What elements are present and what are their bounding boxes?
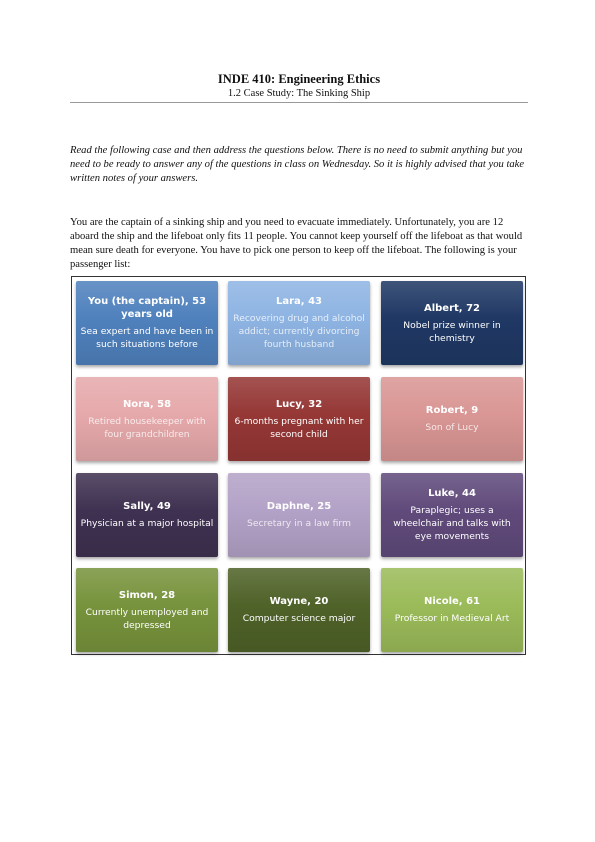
passenger-card-simon	[76, 568, 218, 652]
passenger-description: Sea expert and have been in such situations before	[80, 326, 214, 350]
passenger-card-lara	[228, 281, 370, 365]
passenger-card-luke	[381, 473, 523, 557]
passenger-card-robert	[381, 377, 523, 461]
passenger-card-wayne	[228, 568, 370, 652]
passenger-description: Paraplegic; uses a wheelchair and talks with eye movements	[393, 505, 511, 542]
passenger-name: Lara, 43	[276, 296, 322, 307]
passenger-description: Computer science major	[242, 613, 356, 624]
passenger-name: Wayne, 20	[269, 596, 329, 607]
instructions-paragraph: Read the following case and then address the questions below. There is no need to submit anything but you need to be ready to answer any of the questions in class on Wednesday. So it is highly advised that you take written notes of your answers.	[70, 144, 525, 184]
passenger-card-nora	[76, 377, 218, 461]
passenger-name: You (the captain), 53 years old	[87, 296, 207, 320]
passenger-description: Currently unemployed and depressed	[85, 606, 209, 631]
course-title: INDE 410: Engineering Ethics	[217, 72, 381, 86]
passenger-card-sally	[76, 473, 218, 557]
passenger-description: Physician at a major hospital	[80, 518, 214, 529]
passenger-name: Sally, 49	[123, 501, 171, 512]
passenger-description: Nobel prize winner in chemistry	[403, 319, 501, 344]
passenger-card-lucy	[228, 377, 370, 461]
passenger-name: Nicole, 61	[423, 596, 480, 607]
passenger-description: Professor in Medieval Art	[394, 613, 510, 624]
passenger-description: Secretary in a law firm	[247, 518, 351, 529]
passenger-grid	[71, 276, 526, 655]
passenger-card-nicole	[381, 568, 523, 652]
passenger-card-daphne	[228, 473, 370, 557]
case-study-subtitle: 1.2 Case Study: The Sinking Ship	[227, 88, 371, 99]
passenger-name: Robert, 9	[425, 405, 479, 416]
passenger-card-albert	[381, 281, 523, 365]
passenger-description: Retired housekeeper with four grandchildren	[88, 415, 206, 440]
passenger-name: Albert, 72	[423, 302, 480, 314]
passenger-name: Lucy, 32	[275, 398, 323, 410]
passenger-card-captain	[76, 281, 218, 365]
passenger-name: Nora, 58	[122, 398, 172, 410]
passenger-description: Son of Lucy	[425, 422, 479, 433]
scenario-paragraph: You are the captain of a sinking ship and you need to evacuate immediately. Unfortunately, you are 12 aboard the ship and the lifeboat only fits 11 people. You cannot keep yourself off the lifeboat as that would mean sure death for everyone. You have to pick one person to keep off the lifeboat. The following is your passenger list:	[70, 216, 523, 270]
document-header	[70, 72, 528, 103]
passenger-name: Luke, 44	[428, 488, 476, 499]
passenger-name: Simon, 28	[118, 589, 176, 601]
passenger-name: Daphne, 25	[266, 501, 332, 512]
passenger-description: Recovering drug and alcohol addict; currently divorcing fourth husband	[233, 313, 365, 350]
passenger-description: 6-months pregnant with her second child	[234, 415, 364, 440]
